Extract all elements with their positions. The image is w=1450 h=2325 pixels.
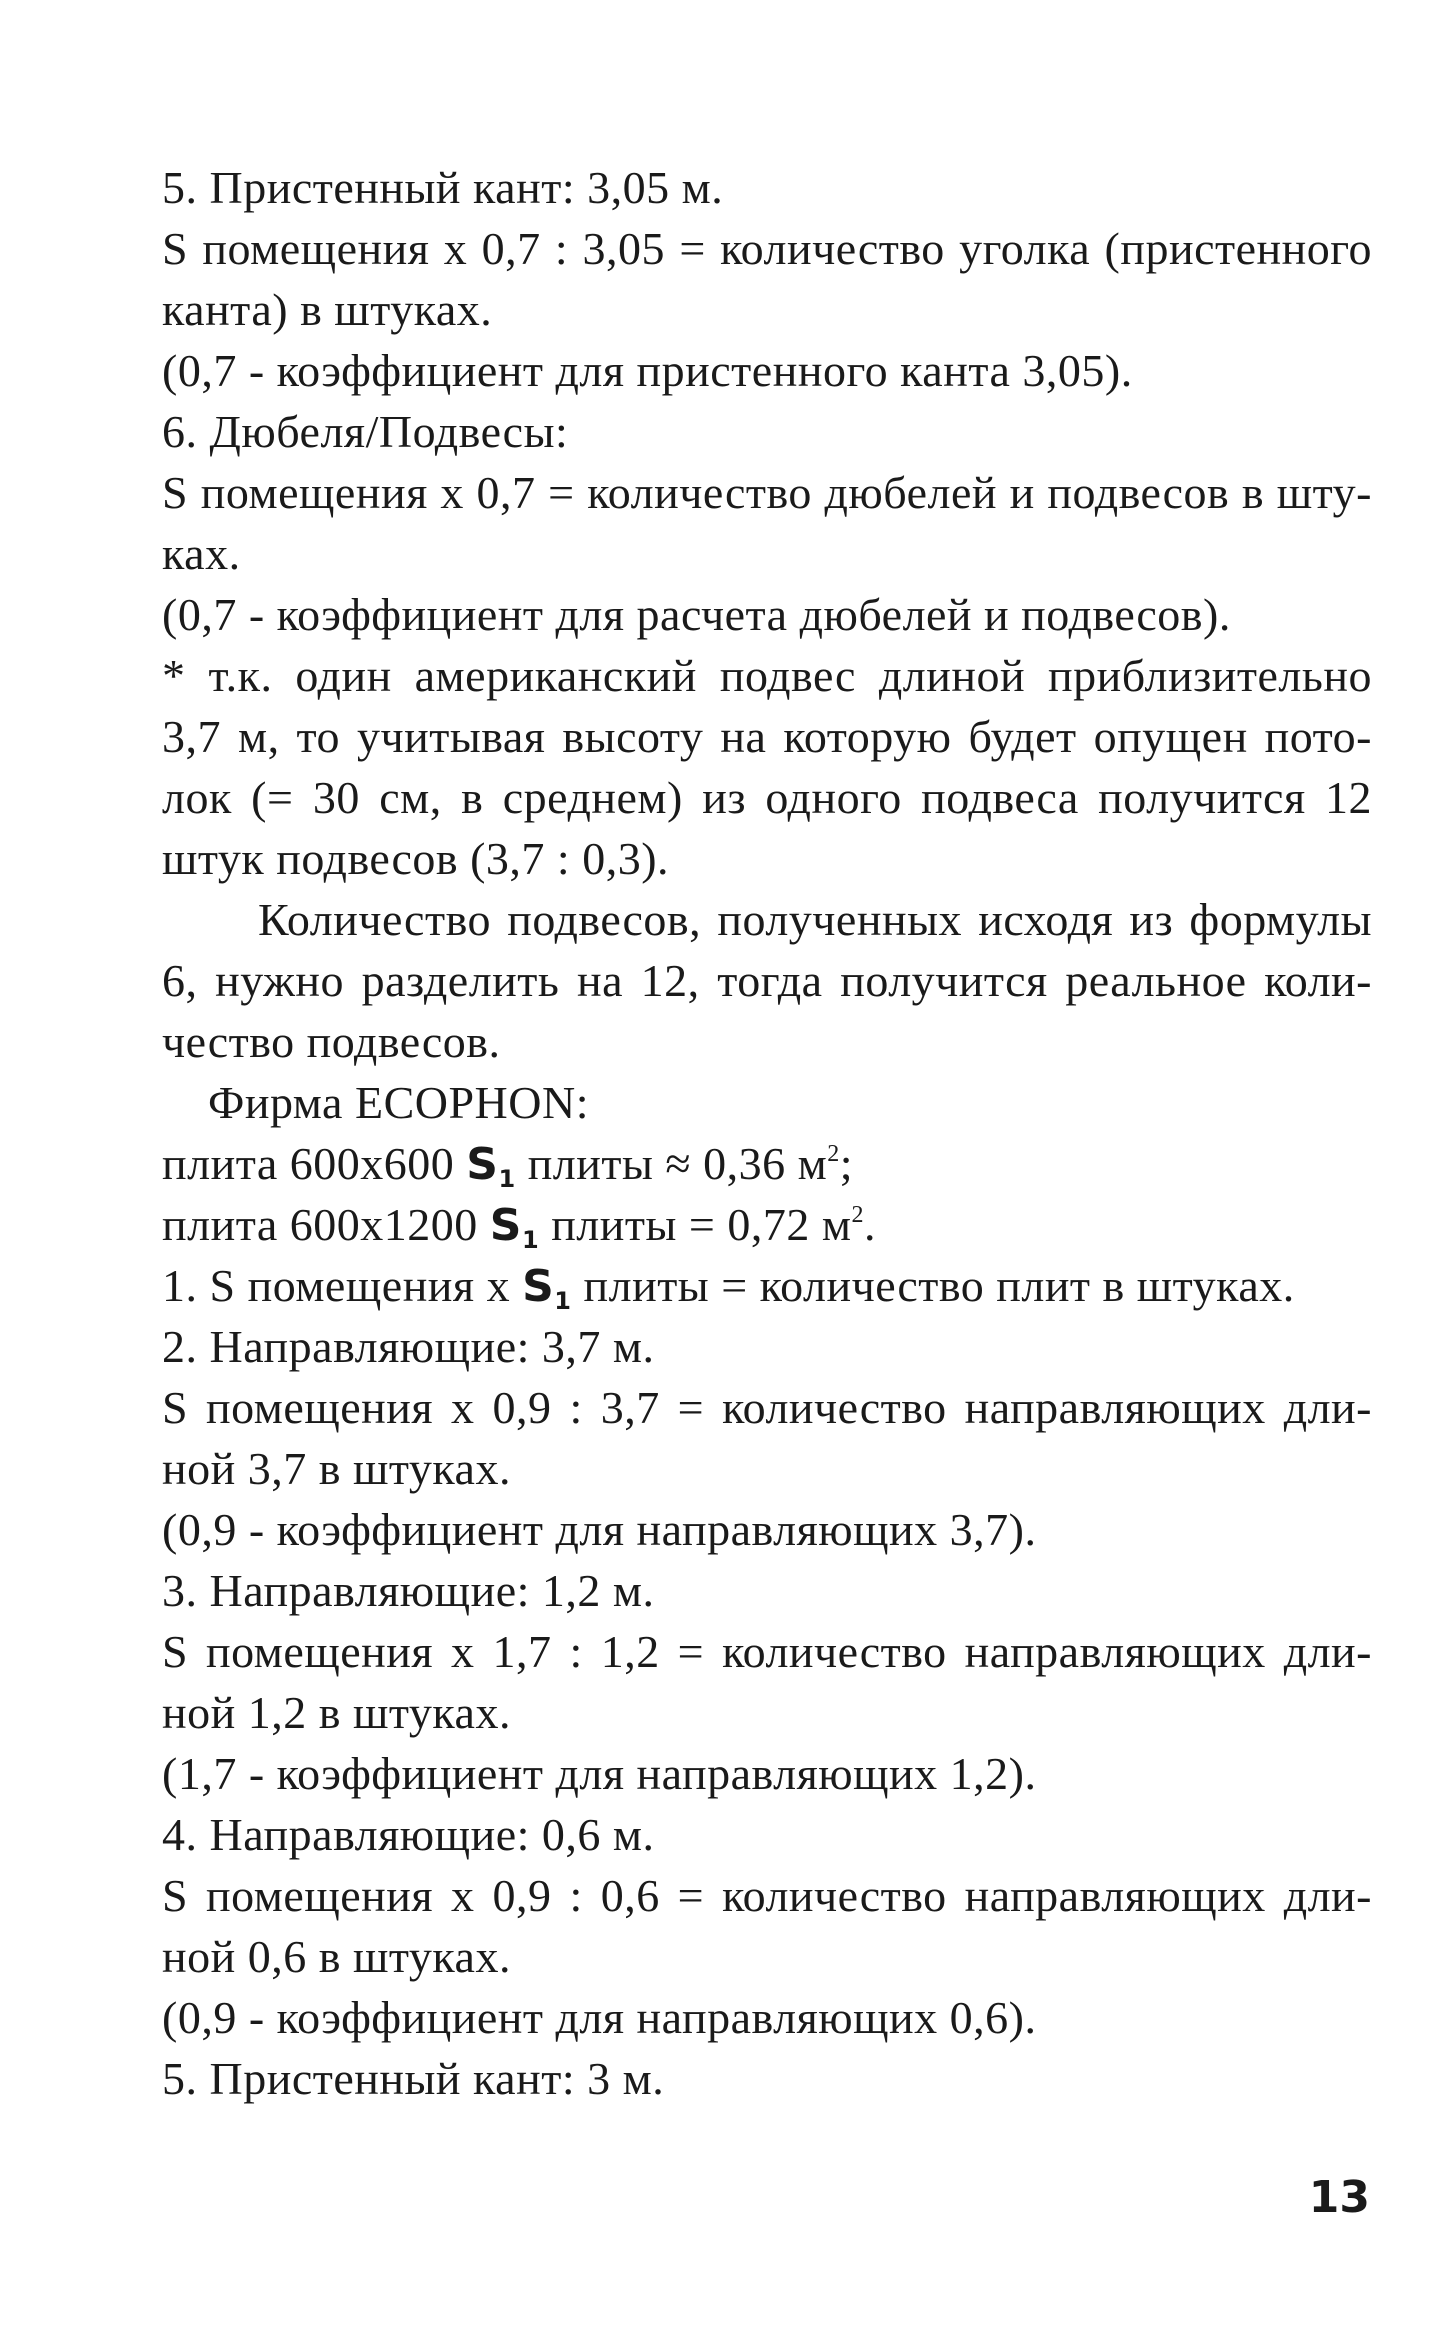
section-heading: Фирма ECOPHON:: [208, 1077, 589, 1128]
text-line: чество подвесов.: [162, 1016, 501, 1067]
text-line: 6. Дюбеля/Подвесы:: [162, 406, 569, 457]
text-line: 3,7 м, то учитывая высоту на которую будет опущен пото-: [162, 711, 1372, 762]
text-line: S помещения х 1,7 : 1,2 = количество направляющих дли-: [162, 1626, 1372, 1677]
text-line: * т.к. один американский подвес длиной приблизительно: [162, 650, 1372, 701]
s1-symbol: [522, 1261, 572, 1315]
plate-middle: плиты: [551, 1199, 677, 1250]
text-line: (0,9 - коэффициент для направляющих 0,6).: [162, 1992, 1037, 2043]
plate-middle: плиты: [527, 1138, 654, 1189]
subscript: 1: [521, 1226, 540, 1254]
s-letter: S: [522, 1261, 555, 1312]
superscript: 2: [851, 1202, 864, 1228]
s-letter: S: [489, 1200, 522, 1251]
text-line: 5. Пристенный кант: 3,05 м.: [162, 162, 724, 213]
text-line: ной 0,6 в штуках.: [162, 1931, 511, 1982]
s-letter: S: [466, 1139, 499, 1190]
relation-sign: ≈: [665, 1138, 692, 1189]
text-line: (1,7 - коэффициент для направляющих 1,2).: [162, 1748, 1037, 1799]
paragraph-indent-line: Количество подвесов, полученных исходя из формулы: [258, 894, 1372, 945]
relation-sign: =: [688, 1199, 716, 1250]
value-text: 0,72 м: [727, 1199, 852, 1250]
text-line: канта) в штуках.: [162, 284, 493, 335]
punctuation: .: [863, 1199, 876, 1250]
text-line: ной 3,7 в штуках.: [162, 1443, 511, 1494]
superscript: 2: [827, 1141, 840, 1167]
page-number: 13: [1308, 2172, 1370, 2223]
plate-value: [703, 1138, 853, 1189]
text-line: 5. Пристенный кант: 3 м.: [162, 2053, 665, 2104]
plate-prefix: плита 600х600: [162, 1138, 455, 1189]
text-line: (0,7 - коэффициент для пристенного канта 3,05).: [162, 345, 1133, 396]
subscript: 1: [554, 1287, 572, 1315]
text-line: S помещения х 0,7 : 3,05 = количество уголка (пристенного: [162, 223, 1372, 274]
text-line: S помещения х 0,9 : 3,7 = количество направляющих дли-: [162, 1382, 1372, 1433]
text-line: (0,9 - коэффициент для направляющих 3,7).: [162, 1504, 1037, 1555]
text-line: S помещения х 0,9 : 0,6 = количество направляющих дли-: [162, 1870, 1372, 1921]
plate-line: [162, 1134, 1372, 1194]
text-line: 6, нужно разделить на 12, тогда получится реальное коли-: [162, 955, 1372, 1006]
subscript: 1: [498, 1165, 516, 1193]
text-line: ках.: [162, 528, 241, 579]
text-line: 3. Направляющие: 1,2 м.: [162, 1565, 655, 1616]
text-line: штук подвесов (3,7 : 0,3).: [162, 833, 670, 884]
text-line: ной 1,2 в штуках.: [162, 1687, 511, 1738]
text-line: лок (= 30 см, в среднем) из одного подвеса получится 12: [162, 772, 1372, 823]
text-line: (0,7 - коэффициент для расчета дюбелей и подвесов).: [162, 589, 1231, 640]
text-line: 2. Направляющие: 3,7 м.: [162, 1321, 655, 1372]
s1-symbol: [489, 1200, 540, 1254]
plate-line: [162, 1195, 1372, 1255]
plate-value: [727, 1199, 876, 1250]
formula-suffix: плиты = количество плит в штуках.: [583, 1260, 1295, 1311]
value-text: 0,36 м: [703, 1138, 828, 1189]
text-line: 4. Направляющие: 0,6 м.: [162, 1809, 655, 1860]
punctuation: ;: [839, 1138, 854, 1189]
formula-line: [162, 1256, 1372, 1316]
s1-symbol: [466, 1139, 516, 1193]
text-line: S помещения х 0,7 = количество дюбелей и подвесов в шту-: [162, 467, 1372, 518]
plate-prefix: плита 600х1200: [162, 1199, 478, 1250]
formula-prefix: 1. S помещения х: [162, 1260, 511, 1311]
